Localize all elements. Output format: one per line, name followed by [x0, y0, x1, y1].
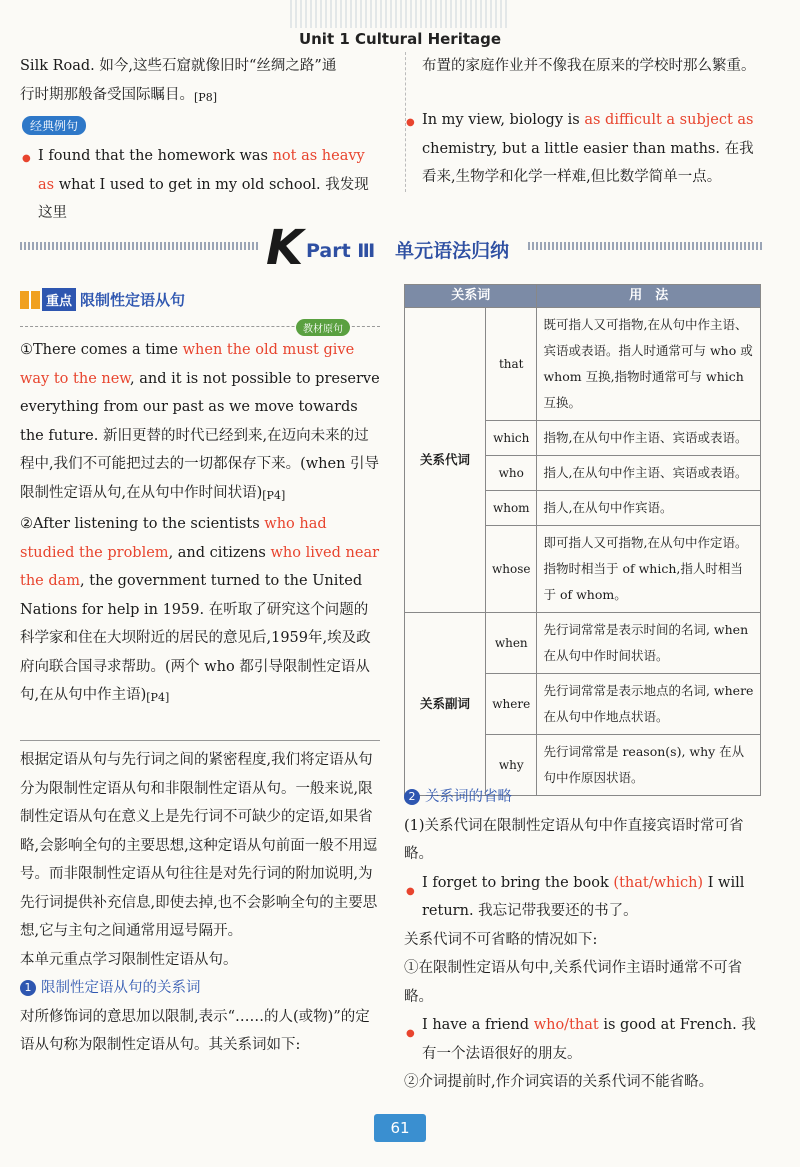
case-1: ①在限制性定语从句中,关系代词作主语时通常不可省略。 — [404, 960, 743, 1005]
sentence-1: ①There comes a time when the old must give way to the new, and it is not possible to preserve everything from our past as we move towards the future. 新旧更替的时代已经到来,在迈向未来的过程中,我们不可能把过去的一切都保存下来。(when 引导限制性定语从句,在从句中作时间状语)[P4] — [20, 342, 380, 502]
section-2-heading: 2 关系词的省略 — [404, 783, 764, 812]
relative-adverb-label: 关系副词 — [405, 613, 486, 796]
top-left-column — [20, 52, 380, 112]
key-point-tag: 重点 — [42, 288, 76, 311]
book-icon — [20, 291, 40, 309]
table-row: where 先行词常常是表示地点的名词, where 在从句中作地点状语。 — [405, 674, 761, 735]
table-head-usage: 用 法 — [537, 285, 761, 308]
table-head-words: 关系词 — [405, 285, 537, 308]
table-row: why 先行词常常是 reason(s), why 在从句中作原因状语。 — [405, 735, 761, 796]
section-1-heading: 1 限制性定语从句的关系词 — [20, 974, 380, 1003]
banner-hatch-right — [528, 242, 763, 250]
table-row: 关系代词 that 既可指人又可指物,在从句中作主语、宾语或表语。指人时通常可与 who 或 whom 互换,指物时通常可与 which 互换。 — [405, 308, 761, 421]
example-sentence-1: ● I found that the homework was not as heavy as what I used to get in my old school. 我发现这里 — [38, 142, 380, 228]
top-right-continued: 布置的家庭作业并不像我在原来的学校时那么繁重。 — [422, 58, 756, 74]
omission-section — [404, 783, 764, 1097]
cannot-omit-intro: 关系代词不可省略的情况如下: — [404, 931, 598, 948]
section-divider — [20, 740, 380, 741]
example-tag: 经典例句 — [22, 116, 86, 135]
relative-words-table — [404, 284, 761, 796]
part-title: Part Ⅲ 单元语法归纳 — [306, 240, 510, 262]
focus-statement: 本单元重点学习限制性定语从句。 — [20, 951, 238, 968]
key-point-header — [20, 288, 185, 311]
omission-example-2: I have a friend who/that is good at French. 我有一个法语很好的朋友。 — [422, 1017, 756, 1062]
table-row: 关系副词 when 先行词常常是表示时间的名词, when 在从句中作时间状语。 — [405, 613, 761, 674]
header-decoration — [290, 0, 510, 28]
section-1-text: 对所修饰词的意思加以限制,表示“……的人(或物)”的定语从句称为限制性定语从句。其关系词如下: — [20, 1008, 370, 1053]
key-point-title: 限制性定语从句 — [80, 291, 186, 309]
relative-pronoun-label: 关系代词 — [405, 308, 486, 613]
page-number: 61 — [374, 1114, 426, 1142]
sentence-2: ②After listening to the scientists who had studied the problem, and citizens who lived near the dam, the government turned to the United Nations for help in 1959. 在听取了研究这个问题的科学家和住在大坝附近的居民的意见后,1959年,埃及政府向联合国寻求帮助。(两个 who 都引导限制性定语从句,在从句中作主语)[P4] — [20, 516, 380, 704]
table-row: which 指物,在从句中作主语、宾语或表语。 — [405, 421, 761, 456]
continued-text: Silk Road. 如今,这些石窟就像旧时“丝绸之路”通 行时期那般备受国际瞩目。[P8] — [20, 58, 337, 104]
example-sentence-2: ● In my view, biology is as difficult a subject as chemistry, but a little easier than maths. 在我看来,生物学和化学一样难,但比数学简单一点。 — [422, 106, 762, 192]
source-tag: 教材原句 — [296, 319, 350, 336]
omission-example-1: I forget to bring the book (that/which) I will return. 我忘记带我要还的书了。 — [422, 874, 745, 919]
unit-title: Unit 1 Cultural Heritage — [298, 30, 502, 48]
banner-hatch-left — [20, 242, 260, 250]
intro-text — [20, 746, 380, 1060]
intro-paragraph: 根据定语从句与先行词之间的紧密程度,我们将定语从句分为限制性定语从句和非限制性定语从句。一般来说,限制性定语从句在意义上是先行词不可缺少的定语,如果省略,会影响全句的主要思想,这种定语从句前面一般不用逗号。而非限制性定语从句往往是对先行词的附加说明,为先行词提供补充信息,即使去掉,也不会影响全句的主要思想,它与主句之间通常用逗号隔开。 — [20, 752, 378, 939]
textbook-sentences — [20, 336, 380, 713]
table-row: whom 指人,在从句中作宾语。 — [405, 491, 761, 526]
part-letter-logo: K — [266, 220, 304, 276]
table-row: whose 即可指人又可指物,在从句中作定语。指物时相当于 of which,指人时相当于 of whom。 — [405, 526, 761, 613]
case-2: ②介词提前时,作介词宾语的关系代词不能省略。 — [404, 1074, 714, 1090]
table-row: who 指人,在从句中作主语、宾语或表语。 — [405, 456, 761, 491]
rule-1: (1)关系代词在限制性定语从句中作直接宾语时常可省略。 — [404, 817, 744, 862]
